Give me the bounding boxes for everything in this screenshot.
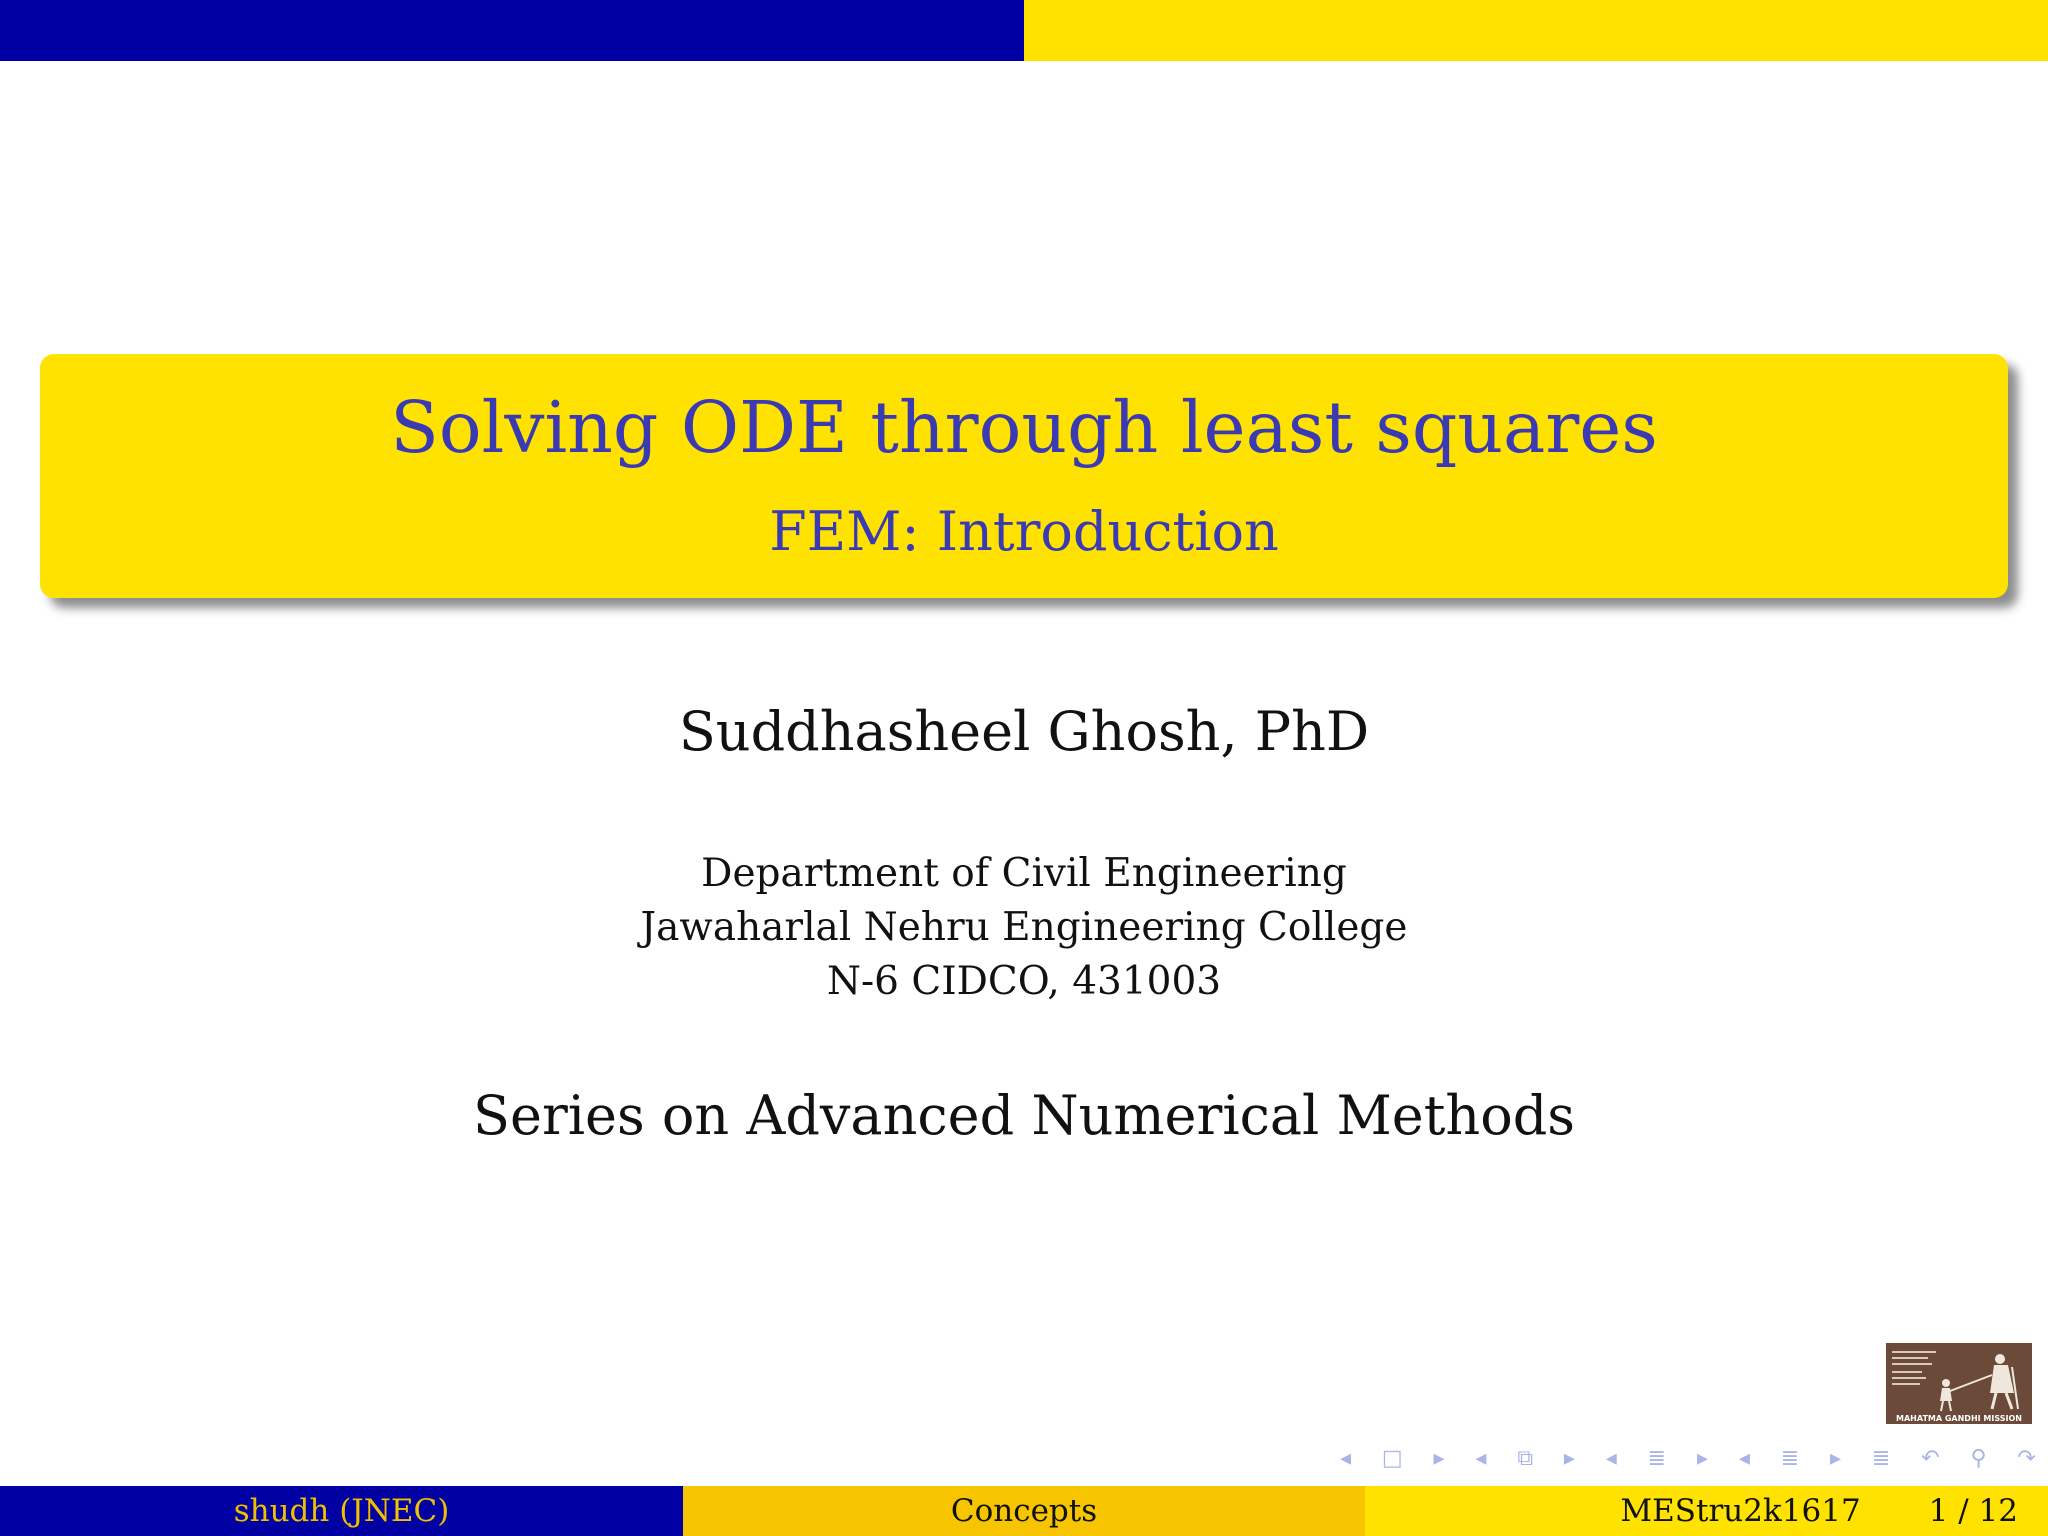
footer-page-number: 1 / 12 <box>1928 1493 2018 1529</box>
nav-prev-subsection-icon[interactable]: ◂ <box>1475 1445 1487 1471</box>
slide-title: Solving ODE through least squares <box>390 386 1658 469</box>
nav-prev-document-icon[interactable]: ◂ <box>1738 1445 1750 1471</box>
nav-forward-icon[interactable]: ↷ <box>2017 1445 2036 1471</box>
footer-bar <box>0 1486 2048 1536</box>
nav-next-slide-icon[interactable]: ▸ <box>1433 1445 1445 1471</box>
author-name: Suddhasheel Ghosh, PhD <box>678 700 1370 763</box>
beamer-navigation <box>1340 1440 2036 1476</box>
nav-document-icon[interactable]: ≣ <box>1780 1445 1800 1471</box>
series-name: Series on Advanced Numerical Methods <box>473 1084 1575 1147</box>
nav-back-icon[interactable]: ↶ <box>1921 1445 1940 1471</box>
nav-subsection-icon[interactable]: ⧉ <box>1517 1445 1534 1471</box>
nav-section-icon[interactable]: ≣ <box>1647 1445 1667 1471</box>
nav-search-icon[interactable]: ⚲ <box>1970 1445 1987 1471</box>
nav-slide-frame-icon[interactable]: □ <box>1381 1445 1403 1471</box>
nav-next-section-icon[interactable]: ▸ <box>1696 1445 1708 1471</box>
affiliation-department: Department of Civil Engineering <box>701 851 1347 896</box>
footer-right <box>1365 1486 2048 1536</box>
nav-prev-section-icon[interactable]: ◂ <box>1605 1445 1617 1471</box>
nav-prev-slide-icon[interactable]: ◂ <box>1340 1445 1352 1471</box>
nav-next-document-icon[interactable]: ▸ <box>1830 1445 1842 1471</box>
affiliation-college: Jawaharlal Nehru Engineering College <box>640 905 1408 950</box>
slide-subtitle: FEM: Introduction <box>769 500 1279 563</box>
affiliation <box>0 847 2048 1009</box>
header-bar-left <box>0 0 1024 61</box>
logo-emblem-icon <box>1886 1343 2032 1413</box>
footer-section: Concepts <box>683 1486 1365 1536</box>
affiliation-address: N-6 CIDCO, 431003 <box>826 959 1222 1004</box>
footer-course: MEStru2k1617 <box>1620 1493 1861 1529</box>
title-block <box>40 354 2008 598</box>
footer-author: shudh (JNEC) <box>0 1486 683 1536</box>
nav-next-subsection-icon[interactable]: ▸ <box>1563 1445 1575 1471</box>
institution-logo <box>1886 1343 2032 1424</box>
nav-toc-icon[interactable]: ≣ <box>1871 1445 1891 1471</box>
logo-text: MAHATMA GANDHI MISSION <box>1896 1414 2022 1423</box>
header-bar-right <box>1024 0 2048 61</box>
